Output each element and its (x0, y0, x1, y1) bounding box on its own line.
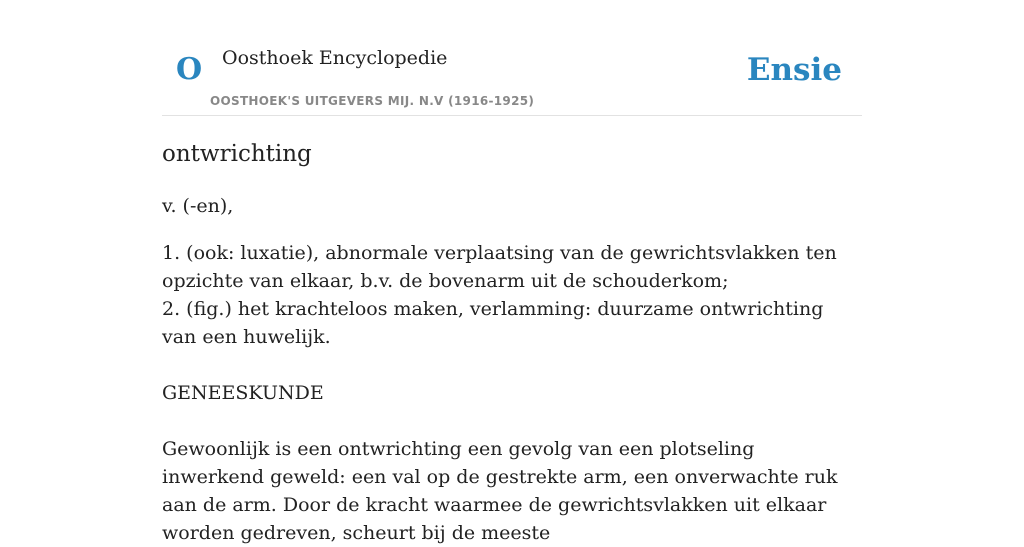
grammar-note: v. (-en), (162, 195, 234, 217)
section-label: GENEESKUNDE (162, 382, 324, 404)
definition-1: 1. (ook: luxatie), abnormale verplaatsing van de gewrichtsvlakken ten opzichte van elkaar, b.v. de bovenarm uit de schouderkom; (162, 242, 837, 292)
definition-2: 2. (fig.) het krachteloos maken, verlamming: duurzame ontwrichting van een huwelijk. (162, 298, 824, 348)
encyclopedia-title[interactable]: Oosthoek Encyclopedie (222, 47, 448, 69)
publisher-label: OOSTHOEK'S UITGEVERS MIJ. N.V (1916-1925) (210, 94, 535, 108)
article-content (162, 137, 862, 547)
ensie-brand-link[interactable]: Ensie (746, 52, 842, 88)
article-body-paragraph: Gewoonlijk is een ontwrichting een gevolg van een plotseling inwerkend geweld: een val op de gestrekte arm, een onverwachte ruk aan de arm. Door de kracht waarmee de gewrichtsvlakken uit elkaar worden gedreven, scheurt bij de meeste (162, 438, 838, 544)
article-headword: ontwrichting (162, 141, 312, 167)
site-header (162, 0, 862, 116)
definitions-block (162, 239, 862, 351)
encyclopedia-logo-icon[interactable]: O (176, 52, 203, 87)
